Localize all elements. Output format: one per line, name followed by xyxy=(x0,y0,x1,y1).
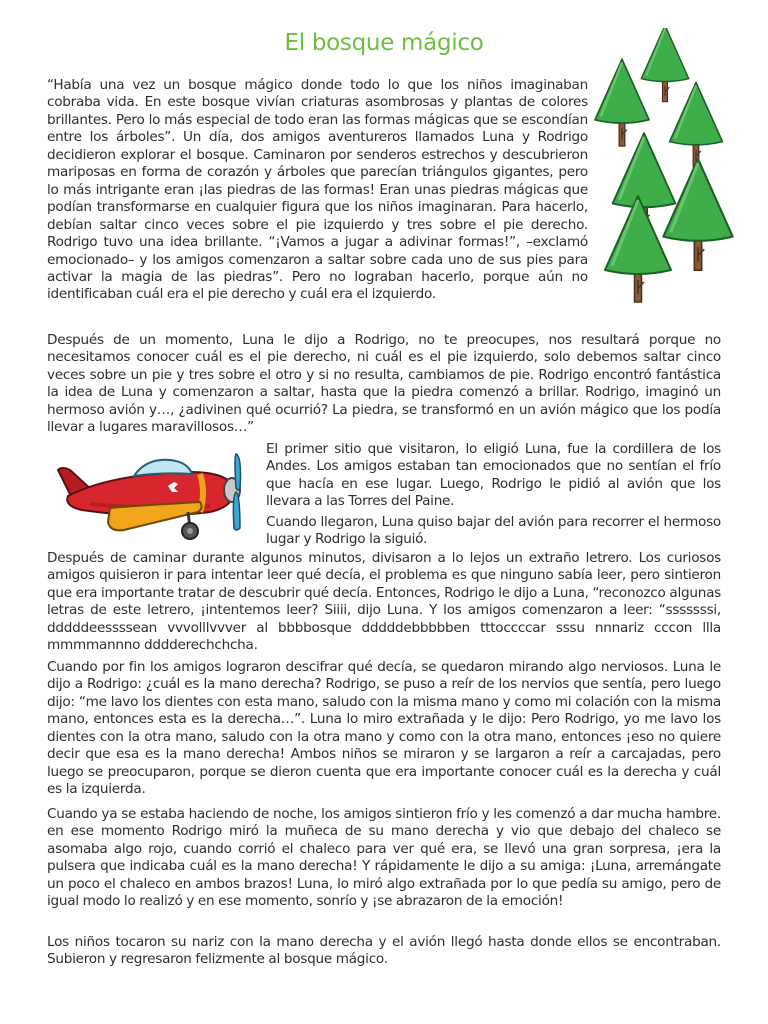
story-paragraph-2: Después de un momento, Luna le dijo a Rodrigo, no te preocupes, nos resultará porque no necesitamos conocer cuál es el pie derecho, ni cuál es el pie izquierdo, solo debemos saltar cinco veces sobre un pie y tres sobre el otro y si no resulta, cambiamos de pie. Rodrigo encontró fantástica la idea de Luna y comenzaron a saltar, hasta que la piedra comenzó a brillar. Rodrigo, imaginó un hermoso avión y…, ¿adivinen qué ocurrió? La piedra, se transformó en un avión mágico que los podía llevar a lugares maravillosos…” xyxy=(47,332,721,436)
tree-icon xyxy=(605,196,671,302)
page-title: El bosque mágico xyxy=(284,30,484,56)
pine-trees-illustration xyxy=(592,28,742,328)
tree-icon xyxy=(670,82,723,167)
tree-icon xyxy=(641,28,689,102)
story-paragraph-8: Los niños tocaron su nariz con la mano derecha y el avión llegó hasta donde ellos se encontraban. Subieron y regresaron felizmente al bosque mágico. xyxy=(47,934,721,968)
tree-icon xyxy=(595,59,649,146)
story-paragraph-5: Después de caminar durante algunos minutos, divisaron a lo lejos un extraño letrero. Los curiosos amigos quisieron ir para intentar leer qué decía, el problema es que ninguno sabía leer, pero sintieron que era importante tratar de descubrir qué decía. Entonces, Rodrigo le dijo a Luna, “reconozco algunas letras de este letrero, ¡intentemos leer? Siiii, dijo Luna. Y los amigos comenzaron a leer: “sssssssi, dddddeessssean vvvolllvvver al bbbbosque dddddebbbbben tttoccccar sssu nnnariz cccon llla mmmmannno dddderechchcha. xyxy=(47,550,721,654)
story-paragraph-1: “Había una vez un bosque mágico donde todo lo que los niños imaginaban cobraba vida. En este bosque vivían criaturas asombrosas y plantas de colores brillantes. Pero lo más especial de todo eran las formas mágicas que se escondían entre los árboles”. Un día, dos amigos aventureros llamados Luna y Rodrigo decidieron explorar el bosque. Caminaron por senderos estrechos y descubrieron mariposas en forma de corazón y árboles que parecían triángulos gigantes, pero lo más intrigante eran ¡las piedras de las formas! Eran unas piedras mágicas que podían transformarse en cualquier figura que los niños imaginaran. Para hacerlo, debían saltar cinco veces sobre el pie izquierdo y tres sobre el pie derecho. Rodrigo tuvo una idea brillante. “¡Vamos a jugar a adivinar formas!”, –exclamó emocionado– y los amigos comenzaron a saltar sobre cada uno de sus pies para activar la magia de las piedras”. Pero no lograban hacerlo, porque aún no identificaban cuál era el pie derecho y cuál era el izquierdo. xyxy=(47,77,588,303)
tree-icon xyxy=(663,159,732,270)
story-paragraph-3: El primer sitio que visitaron, lo eligió Luna, fue la cordillera de los Andes. Los amigos estaban tan emocionados que no sentían el frío que hacía en ese lugar. Luego, Rodrigo le pidió al avión que los llevara a las Torres del Paine. xyxy=(266,441,721,510)
story-paragraph-4: Cuando llegaron, Luna quiso bajar del avión para recorrer el hermoso lugar y Rodrigo la siguió. xyxy=(266,514,721,548)
airplane-illustration xyxy=(50,448,250,543)
story-paragraph-7: Cuando ya se estaba haciendo de noche, los amigos sintieron frío y les comenzó a dar mucha hambre. en ese momento Rodrigo miró la muñeca de su mano derecha y vio que debajo del chaleco se asomaba algo rojo, cuando corrió el chaleco para ver qué era, se llevó una gran sorpresa, ¡era la pulsera que indicaba cuál es la mano derecha! Y rápidamente le dijo a su amiga: ¡Luna, arremángate un poco el chaleco en ambos brazos! Luna, lo miró algo extrañada por lo que pedía su amigo, pero de igual modo lo realizó y en ese momento, sonrío y ¡se abrazaron de la emoción! xyxy=(47,806,721,910)
story-paragraph-6: Cuando por fin los amigos lograron descifrar qué decía, se quedaron mirando algo nerviosos. Luna le dijo a Rodrigo: ¿cuál es la mano derecha? Rodrigo, se puso a reír de los nervios que sentía, pero luego dijo: “me lavo los dientes con esta mano, saludo con la misma mano y como mi colación con la misma mano, entonces esta es la derecha…”. Luna lo miro extrañada y le dijo: Pero Rodrigo, yo me lavo los dientes con la otra mano, saludo con la otra mano y como con la otra mano, entonces ¡eso no quiere decir que esa es la mano derecha! Ambos niños se miraron y se largaron a reír a carcajadas, pero luego se preocuparon, porque se dieron cuenta que era importante conocer cuál es la derecha y cuál es la izquierda. xyxy=(47,659,721,798)
